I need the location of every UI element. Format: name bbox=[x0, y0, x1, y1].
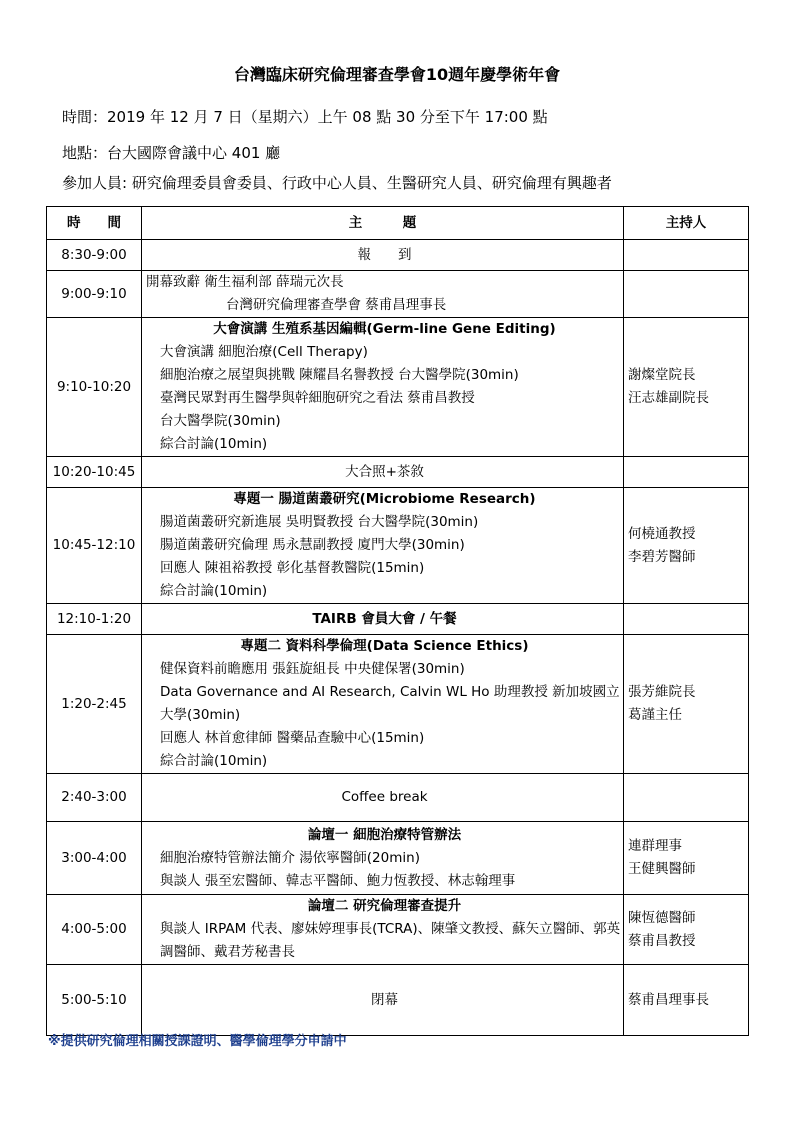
topic-line: 細胞治療特管辦法簡介 湯依寧醫師(20min) bbox=[160, 849, 420, 866]
time-cell: 1:20-2:45 bbox=[47, 635, 142, 774]
time-cell: 9:10-10:20 bbox=[47, 318, 142, 457]
time-cell: 4:00-5:00 bbox=[47, 895, 142, 965]
table-row bbox=[47, 822, 749, 895]
event-attendees: 參加人員: 研究倫理委員會委員、行政中心人員、生醫研究人員、研究倫理有興趣者 bbox=[62, 174, 612, 192]
topic-line: 臺灣民眾對再生醫學與幹細胞研究之看法 蔡甫昌教授 bbox=[160, 390, 475, 406]
host-cell bbox=[624, 318, 749, 457]
topic-line: 綜合討論(10min) bbox=[160, 436, 268, 452]
host-cell bbox=[624, 774, 749, 822]
topic-line: 腸道菌叢研究新進展 吳明賢教授 台大醫學院(30min) bbox=[160, 514, 479, 530]
host-name: 連群理事 bbox=[628, 838, 682, 854]
session-heading: 論壇一 細胞治療特管辦法 bbox=[307, 826, 462, 843]
table-row bbox=[47, 271, 749, 318]
topic-cell bbox=[142, 895, 624, 965]
time-cell: 3:00-4:00 bbox=[47, 822, 142, 895]
topic-line: 大會演講 細胞治療(Cell Therapy) bbox=[160, 344, 368, 360]
table-row bbox=[47, 488, 749, 604]
topic-cell bbox=[142, 774, 624, 822]
host-cell bbox=[624, 822, 749, 895]
topic-line: 報 到 bbox=[357, 246, 412, 263]
topic-line: 綜合討論(10min) bbox=[160, 753, 268, 769]
topic-line: 開幕致辭 衛生福利部 薛瑞元次長 bbox=[146, 274, 344, 290]
table-row bbox=[47, 635, 749, 774]
topic-line: Coffee break bbox=[341, 789, 428, 805]
topic-line: 與談人 張至宏醫師、韓志平醫師、鮑力恆教授、林志翰理事 bbox=[160, 872, 516, 889]
table-header-row bbox=[47, 207, 749, 240]
schedule-table bbox=[46, 206, 749, 1036]
host-cell bbox=[624, 965, 749, 1036]
time-cell: 9:00-9:10 bbox=[47, 271, 142, 318]
table-row bbox=[47, 318, 749, 457]
table-row bbox=[47, 604, 749, 635]
host-name: 李碧芳醫師 bbox=[628, 548, 696, 565]
time-cell: 10:20-10:45 bbox=[47, 457, 142, 488]
topic-cell bbox=[142, 822, 624, 895]
topic-cell bbox=[142, 318, 624, 457]
topic-cell bbox=[142, 457, 624, 488]
header-topic: 主 題 bbox=[142, 207, 624, 240]
host-cell bbox=[624, 271, 749, 318]
host-name: 蔡甫昌教授 bbox=[628, 932, 696, 949]
page-title: 台灣臨床研究倫理審查學會10週年慶學術年會 bbox=[233, 65, 561, 84]
topic-cell bbox=[142, 240, 624, 271]
time-cell: 10:45-12:10 bbox=[47, 488, 142, 604]
topic-line: 細胞治療之展望與挑戰 陳耀昌名譽教授 台大醫學院(30min) bbox=[160, 367, 519, 383]
footnote: ※提供研究倫理相關授課證明、醫學倫理學分申請中 bbox=[48, 1034, 347, 1049]
table-row bbox=[47, 774, 749, 822]
host-cell bbox=[624, 457, 749, 488]
host-cell bbox=[624, 635, 749, 774]
topic-line: 健保資料前瞻應用 張鈺旋組長 中央健保署(30min) bbox=[160, 661, 465, 677]
host-name: 汪志雄副院長 bbox=[628, 390, 709, 406]
topic-line: 與談人 IRPAM 代表、廖妹婷理事長(TCRA)、陳肇文教授、蘇矢立醫師、郭英調醫師、戴君芳秘書長 bbox=[160, 921, 621, 960]
host-name: 謝燦堂院長 bbox=[628, 367, 696, 383]
session-heading: 大會演講 生殖系基因編輯(Germ-line Gene Editing) bbox=[213, 321, 556, 337]
topic-line: 回應人 林首愈律師 醫藥品查驗中心(15min) bbox=[160, 730, 425, 746]
table-row bbox=[47, 240, 749, 271]
topic-line: 閉幕 bbox=[371, 991, 398, 1008]
time-cell: 12:10-1:20 bbox=[47, 604, 142, 635]
topic-line: 大合照+茶敘 bbox=[345, 463, 424, 480]
topic-line: 綜合討論(10min) bbox=[160, 583, 268, 599]
topic-line: 回應人 陳祖裕教授 彰化基督教醫院(15min) bbox=[160, 560, 425, 576]
event-time: 時間：2019 年 12 月 7 日（星期六）上午 08 點 30 分至下午 17:00 點 bbox=[62, 108, 548, 126]
host-cell bbox=[624, 895, 749, 965]
topic-cell bbox=[142, 965, 624, 1036]
topic-line: 台大醫學院(30min) bbox=[160, 413, 281, 429]
topic-line: Data Governance and AI Research, Calvin WL Ho 助理教授 新加坡國立大學(30min) bbox=[160, 684, 620, 723]
host-cell bbox=[624, 604, 749, 635]
session-heading: 專題二 資料科學倫理(Data Science Ethics) bbox=[240, 638, 529, 654]
table-row bbox=[47, 895, 749, 965]
host-name: 葛謹主任 bbox=[628, 707, 682, 723]
time-cell: 5:00-5:10 bbox=[47, 965, 142, 1036]
event-place: 地點：台大國際會議中心 401 廳 bbox=[62, 144, 281, 162]
table-row bbox=[47, 965, 749, 1036]
host-cell bbox=[624, 488, 749, 604]
host-cell bbox=[624, 240, 749, 271]
host-name: 陳恆德醫師 bbox=[628, 909, 696, 926]
header-host: 主持人 bbox=[624, 207, 749, 240]
topic-line: 台灣研究倫理審查學會 蔡甫昌理事長 bbox=[226, 297, 447, 313]
topic-line: TAIRB 會員大會 / 午餐 bbox=[312, 610, 457, 627]
topic-cell bbox=[142, 271, 624, 318]
host-name: 張芳維院長 bbox=[628, 684, 696, 700]
topic-cell bbox=[142, 488, 624, 604]
host-name: 何橈通教授 bbox=[628, 525, 696, 542]
topic-cell bbox=[142, 635, 624, 774]
topic-line: 腸道菌叢研究倫理 馬永慧副教授 廈門大學(30min) bbox=[160, 537, 465, 553]
topic-cell bbox=[142, 604, 624, 635]
time-cell: 8:30-9:00 bbox=[47, 240, 142, 271]
table-row bbox=[47, 457, 749, 488]
time-cell: 2:40-3:00 bbox=[47, 774, 142, 822]
session-heading: 論壇二 研究倫理審查提升 bbox=[307, 898, 462, 914]
host-name: 蔡甫昌理事長 bbox=[628, 991, 709, 1008]
header-time: 時 間 bbox=[47, 207, 142, 240]
host-name: 王健興醫師 bbox=[628, 861, 696, 877]
session-heading: 專題一 腸道菌叢研究(Microbiome Research) bbox=[233, 491, 536, 507]
